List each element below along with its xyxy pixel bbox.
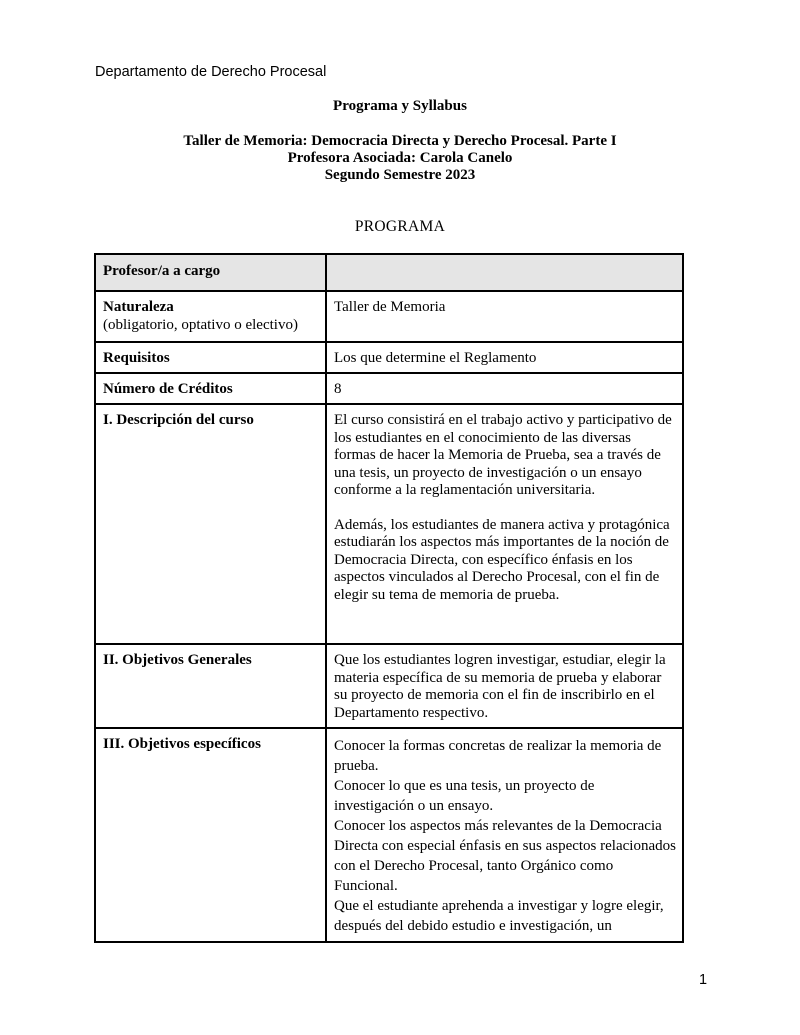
department-header: Departamento de Derecho Procesal (95, 64, 327, 80)
course-title: Taller de Memoria: Democracia Directa y Derecho Procesal. Parte I (183, 133, 617, 149)
label-creditos: Número de Créditos (95, 373, 326, 404)
objetivo-item: Conocer la formas concretas de realizar la memoria de prueba. (334, 738, 662, 774)
label-naturaleza (95, 291, 326, 342)
label-objetivos-especificos: III. Objetivos específicos (95, 728, 326, 942)
objetivo-item: Conocer los aspectos más relevantes de la Democracia Directa con especial énfasis en sus aspectos relacionados con el Derecho Procesal, tanto Orgánico como Funcional. (334, 818, 676, 894)
objetivo-item: Que el estudiante aprehenda a investigar y logre elegir, después del debido estudio e investigación, un (334, 898, 664, 934)
descripcion-paragraph: El curso consistirá en el trabajo activo y participativo de los estudiantes en el conocimiento de las diversas formas de hacer la Memoria de Prueba, sea a través de una tesis, un proyecto de investigación o un ensayo conforme a la reglamentación universitaria. (334, 412, 672, 498)
professor-line: Profesora Asociada: Carola Canelo (287, 150, 513, 166)
document-title: Programa y Syllabus (333, 98, 467, 114)
label-requisitos: Requisitos (95, 342, 326, 373)
label-profesor: Profesor/a a cargo (95, 254, 326, 291)
value-profesor (326, 254, 683, 291)
table-row-requisitos (95, 342, 683, 373)
value-creditos: 8 (326, 373, 683, 404)
table-row-objetivos-especificos (95, 728, 683, 942)
label-descripcion: I. Descripción del curso (95, 404, 326, 644)
value-objetivos-especificos (326, 728, 683, 942)
naturaleza-sublabel: (obligatorio, optativo o electivo) (103, 316, 298, 333)
page-number: 1 (699, 972, 708, 988)
objetivo-item: Conocer lo que es una tesis, un proyecto de investigación o un ensayo. (334, 778, 595, 814)
program-table (94, 253, 684, 943)
label-objetivos-generales: II. Objetivos Generales (95, 644, 326, 728)
table-row-profesor (95, 254, 683, 291)
table-row-naturaleza (95, 291, 683, 342)
value-objetivos-generales: Que los estudiantes logren investigar, estudiar, elegir la materia específica de su memoria de prueba y elaborar su proyecto de memoria con el fin de inscribirlo en el Departamento respectivo. (326, 644, 683, 728)
table-row-descripcion (95, 404, 683, 644)
value-requisitos: Los que determine el Reglamento (326, 342, 683, 373)
descripcion-paragraph: Además, los estudiantes de manera activa y protagónica estudiarán los aspectos más importantes de la noción de Democracia Directa, con específico énfasis en los aspectos vinculados al Derecho Procesal, con el fin de elegir su tema de memoria de prueba. (334, 516, 670, 603)
section-heading: PROGRAMA (354, 218, 446, 235)
semester-line: Segundo Semestre 2023 (324, 167, 476, 183)
value-descripcion (326, 404, 683, 644)
table-row-objetivos-generales (95, 644, 683, 728)
value-naturaleza: Taller de Memoria (326, 291, 683, 342)
table-row-creditos (95, 373, 683, 404)
naturaleza-label-text: Naturaleza (103, 299, 174, 315)
